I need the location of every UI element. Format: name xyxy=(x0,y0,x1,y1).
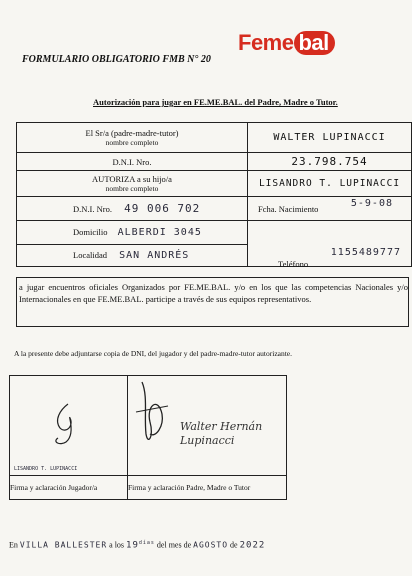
guardian-sub: nombre completo xyxy=(105,138,159,147)
authorizes-label-cell xyxy=(17,171,248,197)
guardian-label-cell xyxy=(17,123,248,153)
footer-month: AGOSTO xyxy=(193,540,229,550)
guardian-dni-value: 23.798.754 xyxy=(248,153,412,171)
authorization-paragraph: a jugar encuentros oficiales Organizados por FE.ME.BAL. y/o en los que las competencias Nacionales y/o Internacionales en que FE.ME.BAL. participe a través de sus equipos representativos. xyxy=(16,277,409,327)
phone-value: 1155489777 xyxy=(330,247,401,258)
city-value: SAN ANDRÉS xyxy=(119,250,190,261)
child-dni-cell xyxy=(17,197,248,221)
birth-cell xyxy=(248,197,412,221)
child-dni-value: 49 006 702 xyxy=(124,202,201,215)
city-cell xyxy=(17,245,248,267)
authorizes-sub: nombre completo xyxy=(105,184,159,193)
birth-label: Fcha. Nacimiento xyxy=(258,203,319,214)
attachment-notice: A la presente debe adjuntarse copia de DNI, del jugador y del padre-madre-tutor autorizante. xyxy=(14,349,293,358)
address-value: ALBERDI 3045 xyxy=(117,227,202,238)
form-title: FORMULARIO OBLIGATORIO FMB N° 20 xyxy=(22,54,211,65)
phone-label: Teléfono xyxy=(278,259,309,269)
authorizes-label: AUTORIZA a su hijo/a xyxy=(92,174,172,184)
parent-sign-label: Firma y aclaración Padre, Madre o Tutor xyxy=(128,476,287,500)
child-value: LISANDRO T. LUPINACCI xyxy=(248,171,412,197)
femebal-logo: Feme bal xyxy=(238,30,335,56)
footer-month-label: del mes de xyxy=(156,540,192,550)
authorization-title: Autorización para jugar en FE.ME.BAL. del Padre, Madre o Tutor. xyxy=(93,97,338,107)
guardian-label: El Sr/a (padre-madre-tutor) xyxy=(85,128,179,138)
phone-cell xyxy=(248,221,412,267)
footer-year: 2022 xyxy=(239,540,266,551)
footer-day-suffix: días xyxy=(138,540,155,546)
city-label: Localidad xyxy=(73,250,107,260)
address-cell xyxy=(17,221,248,245)
player-signature-box xyxy=(10,376,128,476)
player-written-name: LISANDRO T. LUPINACCI xyxy=(14,466,78,472)
parent-signature-box xyxy=(128,376,287,476)
signature-table xyxy=(9,375,287,500)
parent-written-name: Walter Hernán Lupinacci xyxy=(180,420,263,447)
guardian-dni-label: D.N.I. Nro. xyxy=(17,153,248,171)
birth-value: 5-9-08 xyxy=(350,198,393,209)
footer-day: 19 xyxy=(126,540,139,551)
footer-days-label: a los xyxy=(109,540,125,550)
footer-en-label: En xyxy=(9,540,18,550)
footer-place: VILLA BALLESTER xyxy=(19,540,108,550)
footer-line xyxy=(9,540,265,551)
authorization-table xyxy=(16,122,412,267)
player-sign-label: Firma y aclaración Jugador/a xyxy=(10,476,128,500)
player-signature xyxy=(10,376,127,476)
child-dni-label: D.N.I. Nro. xyxy=(73,204,112,214)
address-label: Domicilio xyxy=(73,227,108,237)
guardian-value: WALTER LUPINACCI xyxy=(248,123,412,153)
footer-year-label: de xyxy=(230,540,238,550)
